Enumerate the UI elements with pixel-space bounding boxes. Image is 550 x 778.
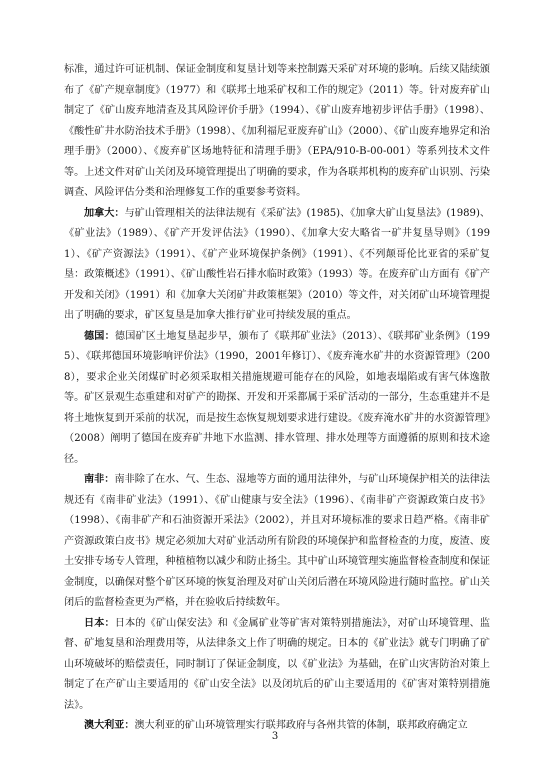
paragraph-heading: 澳大利亚： (84, 720, 135, 731)
paragraph-canada (64, 204, 490, 327)
paragraph-text: 德国矿区土地复垦起步早，颁布了《联邦矿业法》（2013）、《联邦矿业条例》（1995）、《联邦德国环境影响评价法》（1990，2001年修订）、《废弃淹水矿井的水资源管理》（2008），要求企业关闭煤矿时必须采取相关措施规避可能存在的风险，如地表塌陷或有害气体逸散等。矿区景观生态重建和对矿产的勘探、开发和开采都属于采矿活动的一部分，生态重建并不是将土地恢复到开采前的状况，而是按生态恢复规划要求进行建设。《废弃淹水矿井的水资源管理》（2008）阐明了德国在废弃矿井地下水监测、排水管理、排水处理等方面遵循的原则和技术途径。 (64, 330, 490, 465)
paragraph-heading: 德国： (84, 330, 115, 342)
paragraph-germany (64, 327, 490, 471)
paragraph-usa-continued (64, 60, 490, 204)
paragraph-text: 标准，通过许可证机制、保证金制度和复垦计划等来控制露天采矿对环境的影响。后续又陆续颁布了《矿产规章制度》（1977）和《联邦土地采矿权和工作的规定》（2011）等。针对废弃矿山制定了《矿山废弃地清查及其风险评价手册》（1994）、《矿山废弃地初步评估手册》（1998）、《酸性矿井水防治技术手册》（1998）、《加利福尼亚废弃矿山》（2000）、《矿山废弃地界定和治理手册》（2000）、《废弃矿区场地特征和清理手册》（EPA/910-B-00-001）等系列技术文件等。上述文件对矿山关闭及环境管理提出了明确的要求，作为各联邦机构的废弃矿山识别、污染调查、风险评估分类和治理修复工作的重要参考资料。 (64, 64, 490, 198)
paragraph-text: 与矿山管理相关的法律法规有《采矿法》(1985)、《加拿大矿山复垦法》(1989)、《矿业法》（1989）、《矿产开发评估法》（1990）、《加拿大安大略省一矿井复垦导则》（1991）、《矿产资源法》（1991）、《矿产业环境保护条例》（1991）、《不列颠哥伦比亚省的采矿复垦：政策概述》（1991）、《矿山酸性岩石排水临时政策》（1993）等。在废弃矿山方面有《矿产开发和关闭》（1991）和《加拿大关闭矿井政策框架》（2010）等文件，对关闭矿山环境管理提出了明确的要求，矿区复垦是加拿大推行矿业可持续发展的重点。 (64, 207, 491, 321)
body-text (64, 60, 490, 737)
paragraph-south-africa (64, 470, 490, 614)
paragraph-heading: 加拿大： (84, 207, 125, 219)
paragraph-text: 日本的《矿山保安法》和《金属矿业等矿害对策特别措施法》，对矿山环境管理、监督、矿地复垦和治理费用等，从法律条文上作了明确的规定。日本的《矿业法》就专门明确了矿山环境破坏的赔偿责任，同时制订了保证金制度，以《矿业法》为基础，在矿山灾害防治对策上制定了在产矿山主要适用的《矿山安全法》以及闭坑后的矿山主要适用的《矿害对策特别措施法》。 (64, 617, 490, 711)
paragraph-japan (64, 614, 490, 717)
paragraph-text: 澳大利亚的矿山环境管理实行联邦政府与各州共管的体制，联邦政府确定立 (134, 720, 468, 731)
paragraph-heading: 日本： (84, 617, 115, 629)
paragraph-text: 南非除了在水、气、生态、湿地等方面的通用法律外，与矿山环境保护相关的法律法规还有《南非矿业法》（1991）、《矿山健康与安全法》（1996）、《南非矿产资源政策白皮书》（1998）、《南非矿产和石油资源开采法》（2002），并且对环境标准的要求日趋严格。《南非矿产资源政策白皮书》规定必须加大对矿业活动所有阶段的环境保护和监督检查的力度，废渣、废土安排专场专人管理，种植植物以减少和防止扬尘。其中矿山环境管理实施监督检查制度和保证金制度，以确保对整个矿区环境的恢复治理及对矿山关闭后潜在环境风险进行随时监控。矿山关闭后的监督检查更为严格，并在验收后持续数年。 (64, 474, 491, 608)
paragraph-heading: 南非： (84, 474, 115, 485)
page-number: 3 (271, 731, 279, 742)
